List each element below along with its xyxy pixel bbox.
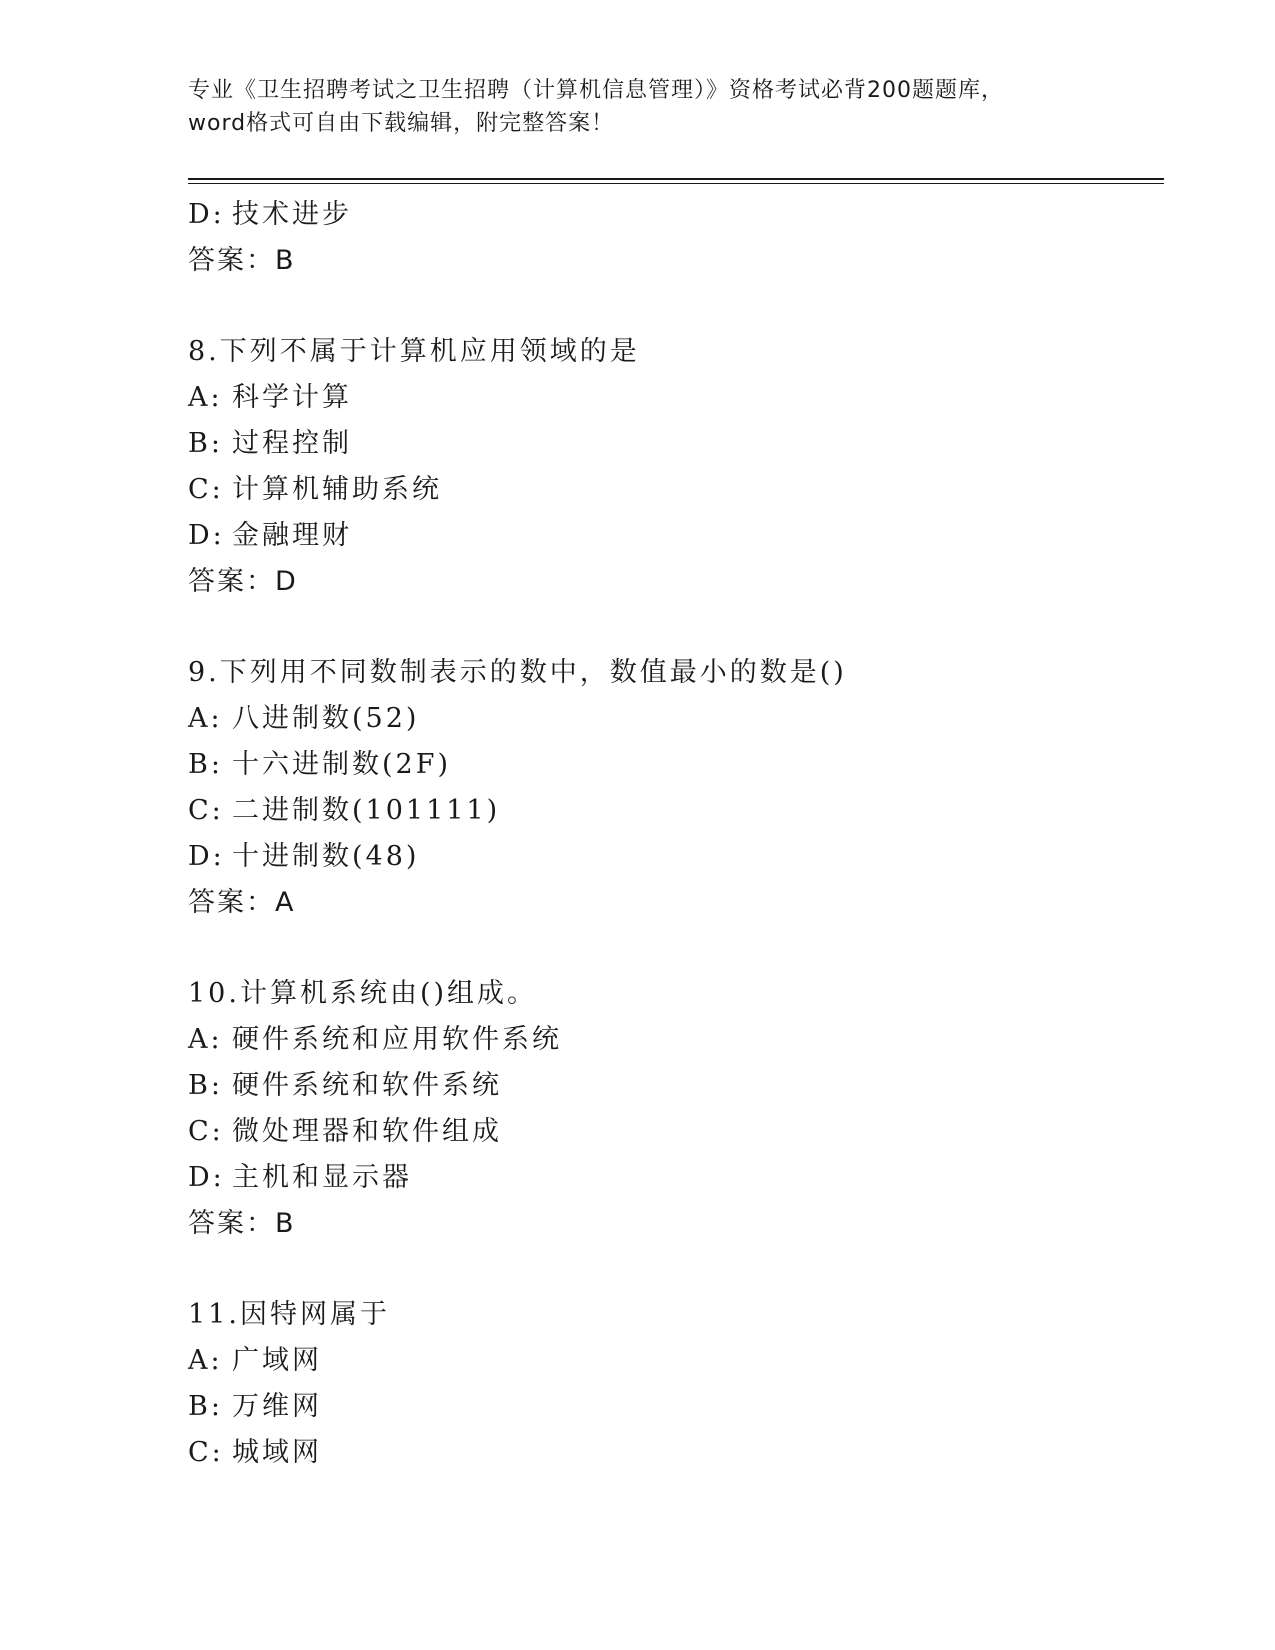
option-letter: D: bbox=[188, 520, 225, 551]
option-letter: B: bbox=[188, 749, 223, 780]
option-text: 硬件系统和软件系统 bbox=[232, 1070, 502, 1101]
document-header bbox=[188, 74, 1088, 140]
option-b bbox=[188, 1063, 1148, 1109]
question-stem: 8.下列不属于计算机应用领域的是 bbox=[188, 336, 640, 367]
option-text: 计算机辅助系统 bbox=[232, 474, 442, 505]
option-d bbox=[188, 192, 1148, 238]
option-text: 科学计算 bbox=[232, 382, 352, 413]
option-text: 广域网 bbox=[232, 1345, 322, 1376]
option-letter: B: bbox=[188, 428, 223, 459]
header-title-line-2: word格式可自由下载编辑，附完整答案！ bbox=[188, 111, 615, 136]
option-letter: D: bbox=[188, 1162, 225, 1193]
header-divider-thick bbox=[188, 178, 1164, 180]
question-block bbox=[188, 650, 1148, 926]
header-divider-thin bbox=[188, 183, 1164, 184]
option-text: 过程控制 bbox=[232, 428, 352, 459]
option-letter: C: bbox=[188, 795, 224, 826]
option-text: 技术进步 bbox=[232, 199, 352, 230]
option-letter: C: bbox=[188, 474, 224, 505]
option-letter: B: bbox=[188, 1070, 223, 1101]
answer-line: 答案：A bbox=[188, 887, 296, 918]
option-letter: C: bbox=[188, 1116, 224, 1147]
option-c bbox=[188, 1430, 1148, 1476]
option-d bbox=[188, 513, 1148, 559]
question-block bbox=[188, 1292, 1148, 1476]
option-letter: A: bbox=[188, 1345, 223, 1376]
option-text: 万维网 bbox=[232, 1391, 322, 1422]
option-text: 硬件系统和应用软件系统 bbox=[232, 1024, 562, 1055]
option-a bbox=[188, 375, 1148, 421]
option-letter: A: bbox=[188, 382, 223, 413]
option-letter: A: bbox=[188, 703, 223, 734]
answer-line: 答案：D bbox=[188, 566, 298, 597]
question-stem: 11.因特网属于 bbox=[188, 1299, 390, 1330]
answer-line: 答案：B bbox=[188, 1208, 296, 1239]
header-title-line-1: 专业《卫生招聘考试之卫生招聘（计算机信息管理）》资格考试必背200题题库， bbox=[188, 78, 1004, 103]
question-stem: 9.下列用不同数制表示的数中，数值最小的数是() bbox=[188, 657, 847, 688]
option-b bbox=[188, 421, 1148, 467]
option-text: 十进制数(48) bbox=[232, 841, 420, 872]
answer-line: 答案：B bbox=[188, 245, 296, 276]
option-d bbox=[188, 1155, 1148, 1201]
option-letter: A: bbox=[188, 1024, 223, 1055]
question-block bbox=[188, 971, 1148, 1247]
option-a bbox=[188, 1017, 1148, 1063]
option-letter: C: bbox=[188, 1437, 224, 1468]
option-c bbox=[188, 1109, 1148, 1155]
option-text: 八进制数(52) bbox=[232, 703, 420, 734]
option-text: 微处理器和软件组成 bbox=[232, 1116, 502, 1147]
option-text: 二进制数(101111) bbox=[232, 795, 501, 826]
question-block bbox=[188, 329, 1148, 605]
option-letter: B: bbox=[188, 1391, 223, 1422]
option-letter: D: bbox=[188, 841, 225, 872]
option-a bbox=[188, 696, 1148, 742]
option-b bbox=[188, 1384, 1148, 1430]
option-text: 十六进制数(2F) bbox=[232, 749, 451, 780]
option-b bbox=[188, 742, 1148, 788]
option-text: 主机和显示器 bbox=[232, 1162, 412, 1193]
option-c bbox=[188, 788, 1148, 834]
option-text: 城域网 bbox=[232, 1437, 322, 1468]
option-d bbox=[188, 834, 1148, 880]
question-stem: 10.计算机系统由()组成。 bbox=[188, 978, 538, 1009]
option-a bbox=[188, 1338, 1148, 1384]
option-letter: D: bbox=[188, 199, 225, 230]
question-list bbox=[188, 192, 1148, 1476]
option-text: 金融理财 bbox=[232, 520, 352, 551]
option-c bbox=[188, 467, 1148, 513]
